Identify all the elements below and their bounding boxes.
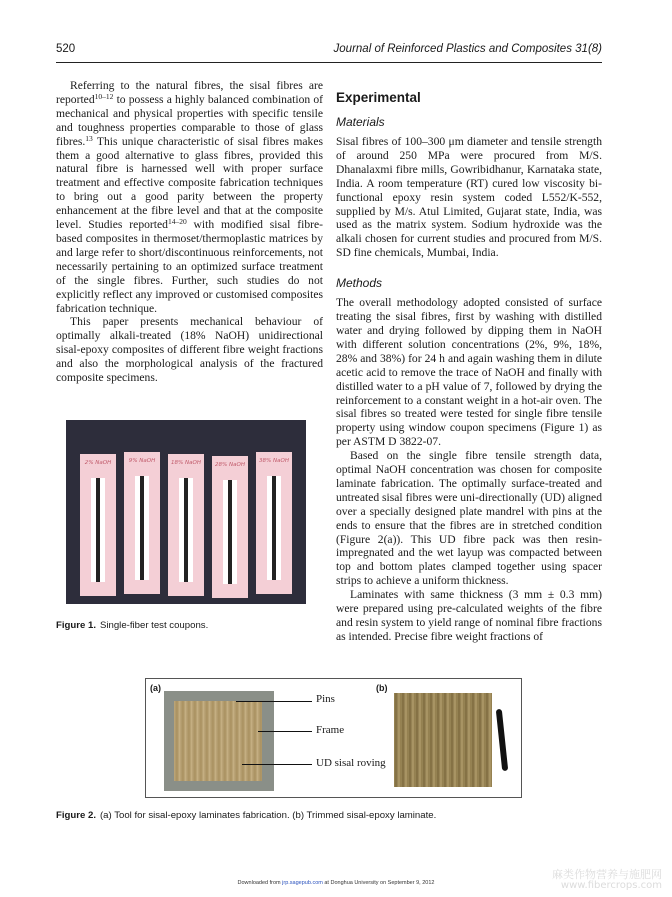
test-coupon: 2% NaOH (80, 454, 116, 596)
header-rule (56, 62, 602, 63)
callout-arrow (258, 731, 312, 732)
label-pins: Pins (316, 693, 335, 705)
methods-paragraph: Laminates with same thickness (3 mm ± 0.3 mm) were prepared using pre-calculated weights of the fibre and resin system to yield range of nominal fibre fractions as intended. Precise fibre weight fractions of (336, 588, 602, 643)
aim-paragraph: This paper presents mechanical behaviour of optimally alkali-treated (18% NaOH) unidirectional sisal-epoxy composites of different fibre weight fractions and also the morphological analysis of the fractured composite specimens. (56, 315, 323, 385)
label-frame: Frame (316, 724, 345, 736)
label-ud-sisal-roving: UD sisal roving (316, 757, 386, 769)
page-number: 520 (56, 43, 76, 55)
laminate-tool-photo (164, 691, 274, 791)
journal-title: Journal of Reinforced Plastics and Composites 31(8) (333, 43, 602, 55)
figure-1-caption: Figure 1. Single-fiber test coupons. (56, 620, 209, 631)
test-coupon: 38% NaOH (256, 452, 292, 594)
watermark-text: 麻类作物营养与施肥网 (552, 868, 662, 881)
running-header (56, 43, 602, 59)
test-coupon: 18% NaOH (168, 454, 204, 596)
materials-paragraph: Sisal fibres of 100–300 μm diameter and tensile strength of around 250 MPa were procured from M/S. Dhanalaxmi fibre mills, Gowribidhanur, Karnataka state, India. A room temperature (RT) cured low viscosity bi-functional epoxy resin system coded L552/K-552, supplied by M/s. Atul Limited, Gujarat state, India, was used as the matrix system. Sodium hydroxide was the alkali chosen for current studies and procured from M/S. SD fine chemicals, Mumbai, India. (336, 135, 602, 260)
citation-ref: 13 (85, 133, 93, 143)
journal-link[interactable]: jrp.sagepub.com (282, 880, 323, 886)
figure-2 (145, 678, 522, 798)
citation-ref: 10–12 (94, 91, 114, 101)
trimmed-laminate-photo (394, 693, 492, 787)
panel-label-a: (a) (150, 683, 161, 693)
left-column (56, 79, 323, 385)
figure-2-caption: Figure 2. (a) Tool for sisal-epoxy laminates fabrication. (b) Trimmed sisal-epoxy laminate. (56, 810, 437, 821)
subsection-heading-materials: Materials (336, 115, 385, 129)
figure-1-photo (66, 420, 306, 604)
pen-scale-reference (496, 709, 508, 771)
methods-paragraph: The overall methodology adopted consisted of surface treating the sisal fibres, first by washing with distilled water and drying followed by dipping them in NaOH with different solution concentrations (2%, 9%, 18%, 28% and 38%) for 24 h and again washing them in dilute acetic acid to remove the trace of NaOH and finally with distilled water to a pH value of 7, followed by drying the reinforcement to a constant weight in a hot-air oven. The sisal fibres so treated were tested for single fibre tensile property using window coupon specimens (Figure 1) as per ASTM D 3822-07. (336, 296, 602, 449)
test-coupon: 9% NaOH (124, 452, 160, 594)
methods-paragraph: Based on the single fibre tensile strength data, optimal NaOH concentration was chosen for composite laminate fabrication. The optimally surface-treated and untreated sisal fibres were uni-directionally (UD) aligned over a specially designed plate mandrel with pins at the ends to ensure that the fibres are in stretched condition (Figure 2(a)). This UD fibre pack was then resin-impregnated and the wet layup was compacted between top and bottom plates clamped together using spacer strips to achieve a uniform thickness. (336, 449, 602, 588)
section-heading: Experimental (336, 90, 421, 105)
callout-arrow (242, 764, 312, 765)
intro-paragraph: Referring to the natural fibres, the sisal fibres are reported$^{10-12}$ to possess a highly balanced combination of mechanical and physical properties with specific tensile and toughness properties comparable to those of glass fibres.$^{13}$ This unique characteristic of sisal fibres makes them a good alternative to glass fibres, provided this natural fibre is harnessed well with proper surface treatment and effective composite fabrication techniques to bring out a good parity between the property enhancement at the fibre level and that at the composite level. Studies reported$^{14-20}$ with modified sisal fibre-based composites in thermoset/thermoplastic matrices by and large refer to short/discontinuous reinforcements, not necessarily pertaining to an optimized surface treatment of the single fibres. Further, such studies do not explicitly reflect any improved or customised composites fabrication technique. (56, 79, 323, 315)
right-column (336, 90, 602, 644)
panel-label-b: (b) (376, 683, 388, 693)
subsection-heading-methods: Methods (336, 276, 383, 291)
citation-ref: 14–20 (167, 217, 187, 227)
download-footer: Downloaded from jrp.sagepub.com at Donghua University on September 9, 2012 (237, 880, 435, 886)
callout-arrow (236, 701, 312, 702)
test-coupon: 28% NaOH (212, 456, 248, 598)
watermark-url: www.fibercrops.com (560, 880, 662, 891)
